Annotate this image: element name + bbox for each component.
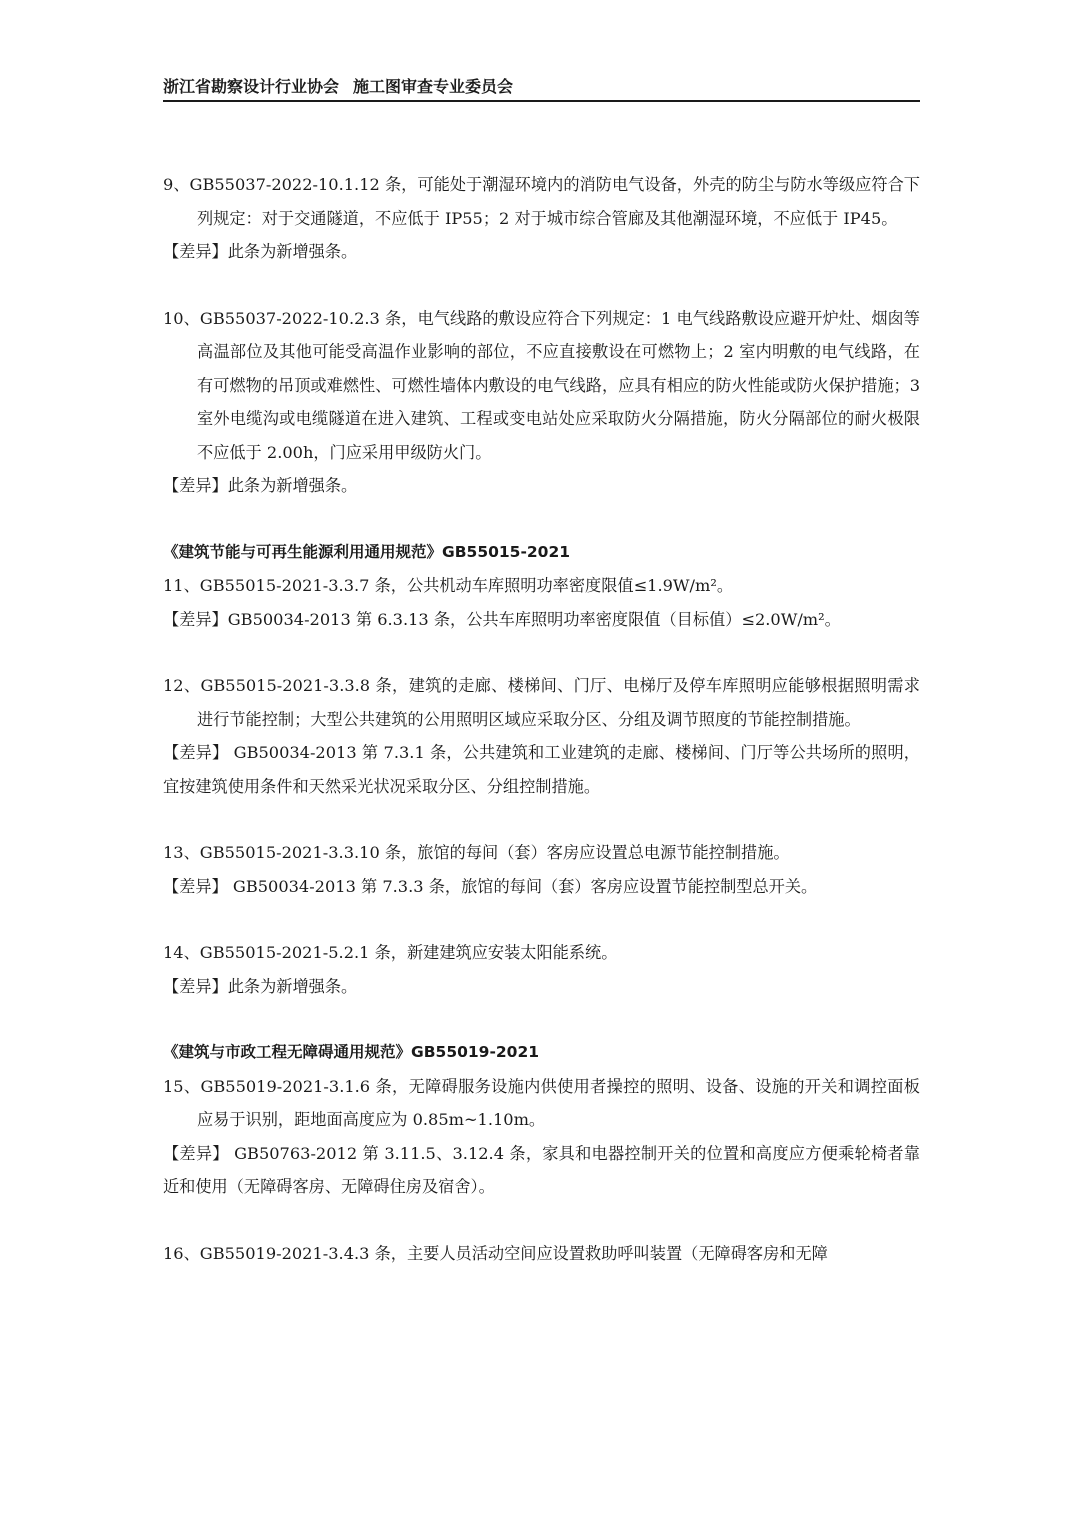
page-header <box>163 76 920 102</box>
clause-item-11 <box>163 569 920 603</box>
clause-text: GB55037-2022-10.1.12 条，可能处于潮湿环境内的消防电气设备，外壳的防尘与防水等级应符合下列规定：对于交通隧道，不应低于 IP55；2 对于城市综合管廊及其他潮湿环境，不应低于 IP45。 <box>189 175 920 228</box>
clause-text: GB55015-2021-3.3.7 条，公共机动车库照明功率密度限值≤1.9W/m²。 <box>199 576 734 595</box>
clause-item-16 <box>163 1237 920 1271</box>
clause-number: 15、 <box>163 1076 201 1096</box>
difference-note: 【差异】 GB50034-2013 第 7.3.3 条，旅馆的每间（套）客房应设置节能控制型总开关。 <box>163 876 818 896</box>
clause-number: 10、 <box>163 308 200 328</box>
header-org-committee: 施工图审查专业委员会 <box>353 77 514 96</box>
difference-note: 【差异】此条为新增强条。 <box>163 476 358 495</box>
clause-item-14 <box>163 936 920 970</box>
document-body <box>163 168 920 1270</box>
clause-text: GB55015-2021-3.3.10 条，旅馆的每间（套）客房应设置总电源节能控制措施。 <box>199 843 790 862</box>
clause-item-15 <box>163 1070 920 1137</box>
clause-number: 16、 <box>163 1243 200 1263</box>
difference-note: 【差异】GB50034-2013 第 6.3.13 条，公共车库照明功率密度限值（目标值）≤2.0W/m²。 <box>163 609 841 629</box>
clause-text: GB55037-2022-10.2.3 条，电气线路的敷设应符合下列规定：1 电气线路敷设应避开炉灶、烟囱等高温部位及其他可能受高温作业影响的部位，不应直接敷设在可燃物上；2 室内明敷的电气线路，在有可燃物的吊顶或难燃性、可燃性墙体内敷设的电气线路，应具有相应的防火性能或防火保护措施；3 室外电缆沟或电缆隧道在进入建筑、工程或变电站处应采取防火分隔措施，防火分隔部位的耐火极限不应低于 2.00h，门应采用甲级防火门。 <box>197 308 920 462</box>
section-title-accessibility: 《建筑与市政工程无障碍通用规范》GB55019-2021 <box>163 1043 540 1061</box>
clause-text: GB55019-2021-3.1.6 条，无障碍服务设施内供使用者操控的照明、设备、设施的开关和调控面板应易于识别，距地面高度应为 0.85m~1.10m。 <box>197 1076 920 1129</box>
difference-note: 【差异】 GB50034-2013 第 7.3.1 条，公共建筑和工业建筑的走廊、楼梯间、门厅等公共场所的照明，宜按建筑使用条件和天然采光状况采取分区、分组控制措施。 <box>163 743 920 796</box>
clause-number: 14、 <box>163 943 200 962</box>
clause-text: GB55019-2021-3.4.3 条，主要人员活动空间应设置救助呼叫装置（无障碍客房和无障 <box>199 1243 828 1263</box>
clause-item-13 <box>163 836 920 870</box>
clause-item-10 <box>163 302 920 470</box>
difference-note: 【差异】此条为新增强条。 <box>163 976 358 996</box>
difference-note: 【差异】 GB50763-2012 第 3.11.5、3.12.4 条，家具和电器控制开关的位置和高度应方便乘轮椅者靠近和使用（无障碍客房、无障碍住房及宿舍）。 <box>163 1143 920 1196</box>
header-org-association: 浙江省勘察设计行业协会 <box>163 77 340 96</box>
clause-number: 12、 <box>163 676 201 695</box>
clause-text: GB55015-2021-5.2.1 条，新建建筑应安装太阳能系统。 <box>199 943 618 962</box>
difference-note: 【差异】此条为新增强条。 <box>163 242 358 261</box>
section-title-energy: 《建筑节能与可再生能源利用通用规范》GB55015-2021 <box>163 542 571 561</box>
clause-number: 11、 <box>163 576 200 595</box>
clause-item-9 <box>163 168 920 235</box>
clause-item-12 <box>163 669 920 736</box>
clause-text: GB55015-2021-3.3.8 条，建筑的走廊、楼梯间、门厅、电梯厅及停车库照明应能够根据照明需求进行节能控制；大型公共建筑的公用照明区域应采取分区、分组及调节照度的节能控制措施。 <box>197 676 920 729</box>
clause-number: 9、 <box>163 175 190 194</box>
clause-number: 13、 <box>163 843 200 862</box>
